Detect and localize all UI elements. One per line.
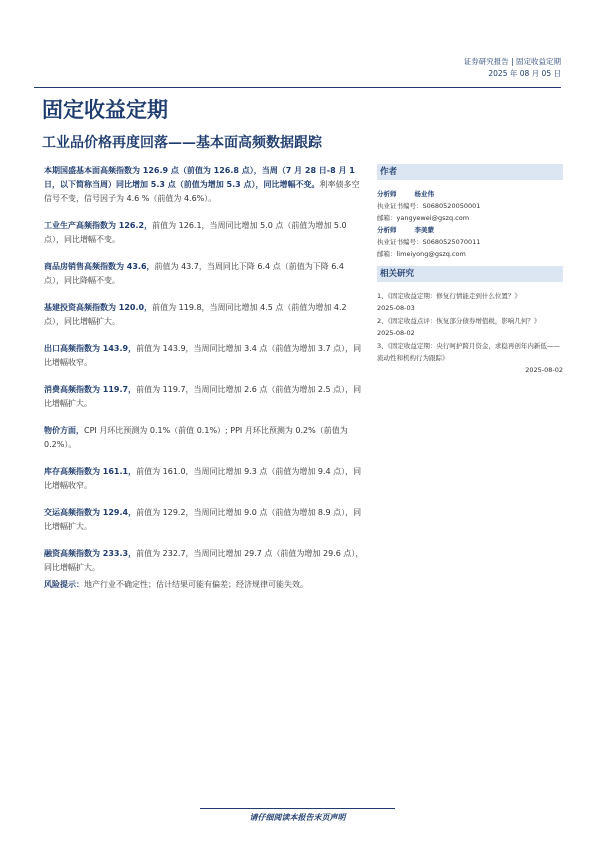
author-block: [377, 224, 563, 260]
authors-heading: 作者: [377, 164, 563, 180]
related-item-date: 2025-08-02: [377, 329, 415, 337]
summary-column: [44, 164, 366, 588]
risk-label: 风险提示：: [44, 580, 84, 589]
header-divider: [34, 87, 561, 88]
author-role: 分析师: [377, 190, 397, 198]
related-item-title[interactable]: 2、《固定收益点评：恢复部分债券增值税，影响几何？》: [377, 317, 541, 325]
summary-paragraph-financing: 融资高频指数为 233.3，前值为 232.7，当周同比增加 29.7 点（前值为增加 29.6 点），同比增幅扩大。: [44, 549, 364, 572]
author-license: 执业证书编号：S0680525070011: [377, 238, 481, 246]
page-title: 固定收益定期: [42, 97, 168, 122]
related-item[interactable]: [377, 340, 563, 376]
related-item-date: 2025-08-02: [525, 366, 563, 374]
author-email[interactable]: 邮箱：limeiyong@gszq.com: [377, 250, 466, 258]
summary-paragraph-export: 出口高频指数为 143.9，前值为 143.9，当周同比增加 3.4 点（前值为增加 3.7 点），同比增幅收窄。: [44, 344, 362, 367]
sidebar: [377, 164, 563, 377]
summary-paragraph-industry: 工业生产高频指数为 126.2，前值为 126.1，当周同比增加 5.0 点（前值为增加 5.0 点），同比增幅不变。: [44, 221, 347, 244]
related-item[interactable]: [377, 315, 563, 339]
risk-warning: [44, 578, 374, 592]
summary-paragraph-infrastructure: 基建投资高频指数为 120.0，前值为 119.8，当周同比增加 4.5 点（前值为增加 4.2 点），同比增幅扩大。: [44, 303, 347, 326]
author-role: 分析师: [377, 226, 397, 234]
author-block: [377, 188, 563, 224]
report-header: [464, 56, 561, 80]
summary-paragraph-overall: 本期国盛基本面高频指数为 126.9 点（前值为 126.8 点），当周（7 月 28 日-8 月 1 日，以下简称当周）同比增加 5.3 点（前值为增加 5.3 点），同比增幅不变。利率债多空信号不变，信号因子为 4.6 %（前值为 4.6%）。: [44, 166, 360, 203]
summary-paragraph-inventory: 库存高频指数为 161.1，前值为 161.0，当周同比增加 9.3 点（前值为增加 9.4 点），同比增幅收窄。: [44, 467, 362, 490]
related-item-title[interactable]: 1、《固定收益定期：修复行情能走到什么位置？》: [377, 292, 521, 300]
footer-divider: [200, 808, 395, 809]
summary-paragraph-prices: 物价方面，CPI 月环比预测为 0.1%（前值 0.1%）; PPI 月环比预测为 0.2%（前值为 0.2%）。: [44, 426, 348, 449]
summary-paragraph-transport: 交运高频指数为 129.4，前值为 129.2，当周同比增加 9.0 点（前值为增加 8.9 点），同比增幅扩大。: [44, 508, 362, 531]
author-name: 杨业伟: [414, 190, 434, 198]
report-category: 证券研究报告 | 固定收益定期: [463, 57, 561, 66]
report-date: 2025 年 08 月 05 日: [488, 69, 561, 78]
page-subtitle: 工业品价格再度回落——基本面高频数据跟踪: [42, 135, 322, 151]
related-item-date: 2025-08-03: [377, 304, 415, 312]
related-item-title[interactable]: 3、《固定收益定期：央行呵护跨月资金，求稳再创年内新低——流动性和机构行为跟踪》: [377, 342, 560, 362]
author-name: 李美蒙: [414, 226, 434, 234]
summary-paragraph-consumption: 消费高频指数为 119.7，前值为 119.7，当周同比增加 2.6 点（前值为增加 2.5 点），同比增幅扩大。: [44, 385, 362, 408]
footer-disclaimer: 请仔细阅读本报告末页声明: [249, 813, 346, 822]
risk-text: 地产行业不确定性；估计结果可能有偏差；经济规律可能失效。: [84, 580, 308, 589]
summary-paragraph-property: 商品房销售高频指数为 43.6，前值为 43.7，当周同比下降 6.4 点（前值为下降 6.4 点），同比降幅不变。: [44, 262, 344, 285]
author-email[interactable]: 邮箱：yangyewei@gszq.com: [377, 214, 470, 222]
related-heading: 相关研究: [377, 266, 563, 282]
author-license: 执业证书编号：S0680520050001: [377, 202, 481, 210]
related-item[interactable]: [377, 290, 563, 314]
